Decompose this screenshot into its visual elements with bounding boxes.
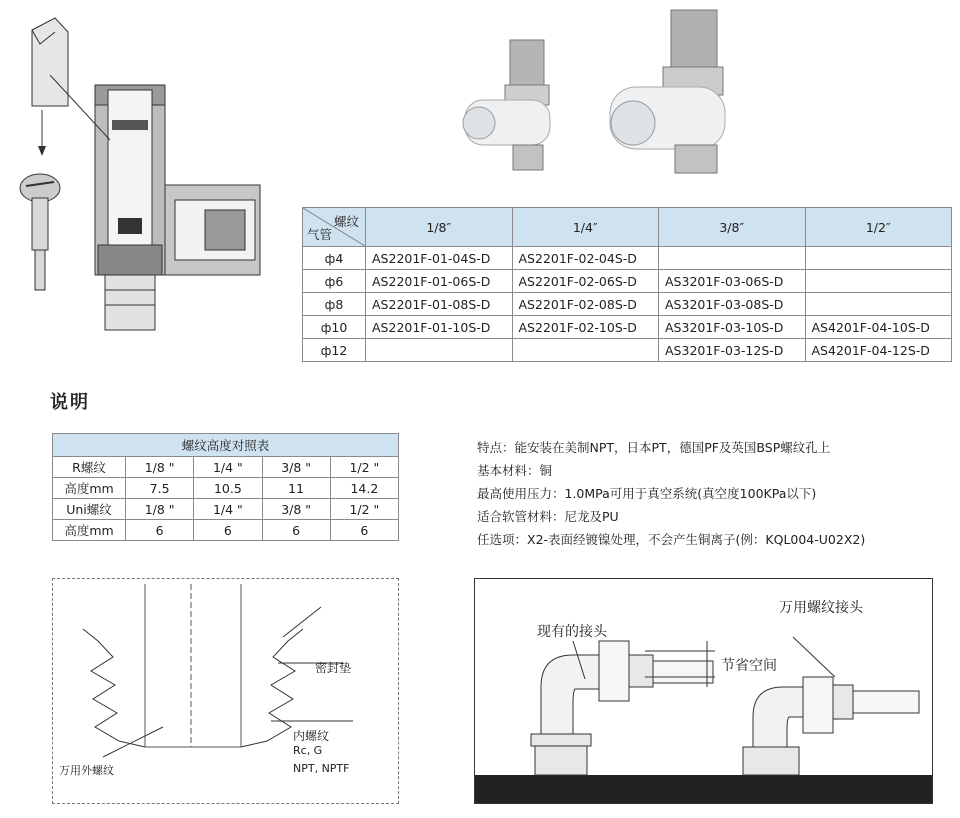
pipe-size: ф4: [303, 247, 366, 270]
table-cell: 1/4 ": [194, 499, 262, 520]
product-photo: [455, 5, 740, 175]
section-title: 说明: [50, 392, 90, 413]
model-cell: AS3201F-03-06S-D: [659, 270, 806, 293]
row-label: 高度mm: [53, 520, 126, 541]
note-features: 特点：能安装在美制NPT，日本PT，德国PF及英国BSP螺纹孔上: [477, 440, 831, 455]
table-cell: 1/4 ": [194, 457, 262, 478]
model-cell: AS2201F-01-08S-D: [366, 293, 513, 316]
model-cell: AS2201F-02-04S-D: [512, 247, 659, 270]
row-label: R螺纹: [53, 457, 126, 478]
table-cell: 1/8 ": [126, 457, 194, 478]
space-saving-panel: [474, 578, 933, 804]
comparison-diagram: [475, 579, 932, 803]
outer-thread-label: 万用外螺纹: [59, 764, 114, 777]
table-cell: 6: [194, 520, 262, 541]
model-cell: [805, 270, 952, 293]
table-row: [303, 339, 952, 362]
table-cell: 3/8 ": [262, 457, 330, 478]
pipe-size: ф6: [303, 270, 366, 293]
table-cell: 6: [126, 520, 194, 541]
table-row: [53, 457, 399, 478]
pipe-size: ф12: [303, 339, 366, 362]
model-cell: AS2201F-01-06S-D: [366, 270, 513, 293]
model-table: [302, 207, 952, 362]
model-table-corner: [303, 208, 366, 247]
header-cell: 3/8″: [659, 208, 806, 247]
model-cell: [512, 339, 659, 362]
note-pressure: 最高使用压力：1.0MPa可用于真空系统(真空度100KPa以下): [477, 486, 817, 501]
corner-thread-label: 螺纹: [333, 214, 359, 229]
table-row: [303, 247, 952, 270]
space-saving-label: 节省空间: [721, 658, 777, 674]
seal-label: 密封垫: [315, 661, 352, 675]
universal-fitting-label: 万用螺纹接头: [779, 600, 863, 616]
row-label: Uni螺纹: [53, 499, 126, 520]
note-options: 任选项：X2-表面经镀镍处理，不会产生铜离子(例：KQL004-U02X2): [477, 532, 866, 547]
model-cell: AS4201F-04-10S-D: [805, 316, 952, 339]
table-cell: 7.5: [126, 478, 194, 499]
table-row: [53, 478, 399, 499]
table-row: [53, 520, 399, 541]
model-cell: [805, 247, 952, 270]
model-cell: AS2201F-02-06S-D: [512, 270, 659, 293]
table-row: [303, 270, 952, 293]
model-cell: AS3201F-03-10S-D: [659, 316, 806, 339]
cross-section-drawing: [10, 10, 280, 340]
model-cell: AS2201F-02-08S-D: [512, 293, 659, 316]
note-material: 基本材料：铜: [477, 463, 553, 478]
table-cell: 11: [262, 478, 330, 499]
table-cell: 3/8 ": [262, 499, 330, 520]
inner-thread-types-2: NPT, NPTF: [293, 762, 350, 775]
table-cell: 1/8 ": [126, 499, 194, 520]
row-label: 高度mm: [53, 478, 126, 499]
thread-diagram-panel: [52, 578, 399, 804]
thread-height-table: [52, 433, 399, 541]
table-cell: 10.5: [194, 478, 262, 499]
inner-thread-types-1: Rc, G: [293, 744, 323, 757]
table-caption: 螺纹高度对照表: [53, 434, 399, 457]
model-cell: AS3201F-03-12S-D: [659, 339, 806, 362]
model-cell: AS3201F-03-08S-D: [659, 293, 806, 316]
model-cell: AS4201F-04-12S-D: [805, 339, 952, 362]
model-cell: [366, 339, 513, 362]
pipe-size: ф10: [303, 316, 366, 339]
corner-pipe-label: 气管: [307, 227, 333, 242]
table-cell: 6: [262, 520, 330, 541]
table-cell: 14.2: [330, 478, 398, 499]
model-cell: [805, 293, 952, 316]
model-cell: AS2201F-02-10S-D: [512, 316, 659, 339]
model-cell: [659, 247, 806, 270]
note-tube-material: 适合软管材料：尼龙及PU: [477, 509, 619, 524]
header-cell: 1/8″: [366, 208, 513, 247]
table-cell: 6: [330, 520, 398, 541]
inner-thread-label: 内螺纹: [293, 729, 330, 743]
header-cell: 1/2″: [805, 208, 952, 247]
table-row: [53, 499, 399, 520]
feature-notes: [477, 436, 865, 551]
table-cell: 1/2 ": [330, 499, 398, 520]
table-cell: 1/2 ": [330, 457, 398, 478]
existing-fitting-label: 现有的接头: [537, 624, 607, 640]
model-cell: AS2201F-01-10S-D: [366, 316, 513, 339]
table-row: [303, 293, 952, 316]
pipe-size: ф8: [303, 293, 366, 316]
model-cell: AS2201F-01-04S-D: [366, 247, 513, 270]
header-cell: 1/4″: [512, 208, 659, 247]
model-table-header-row: [303, 208, 952, 247]
table-row: [303, 316, 952, 339]
